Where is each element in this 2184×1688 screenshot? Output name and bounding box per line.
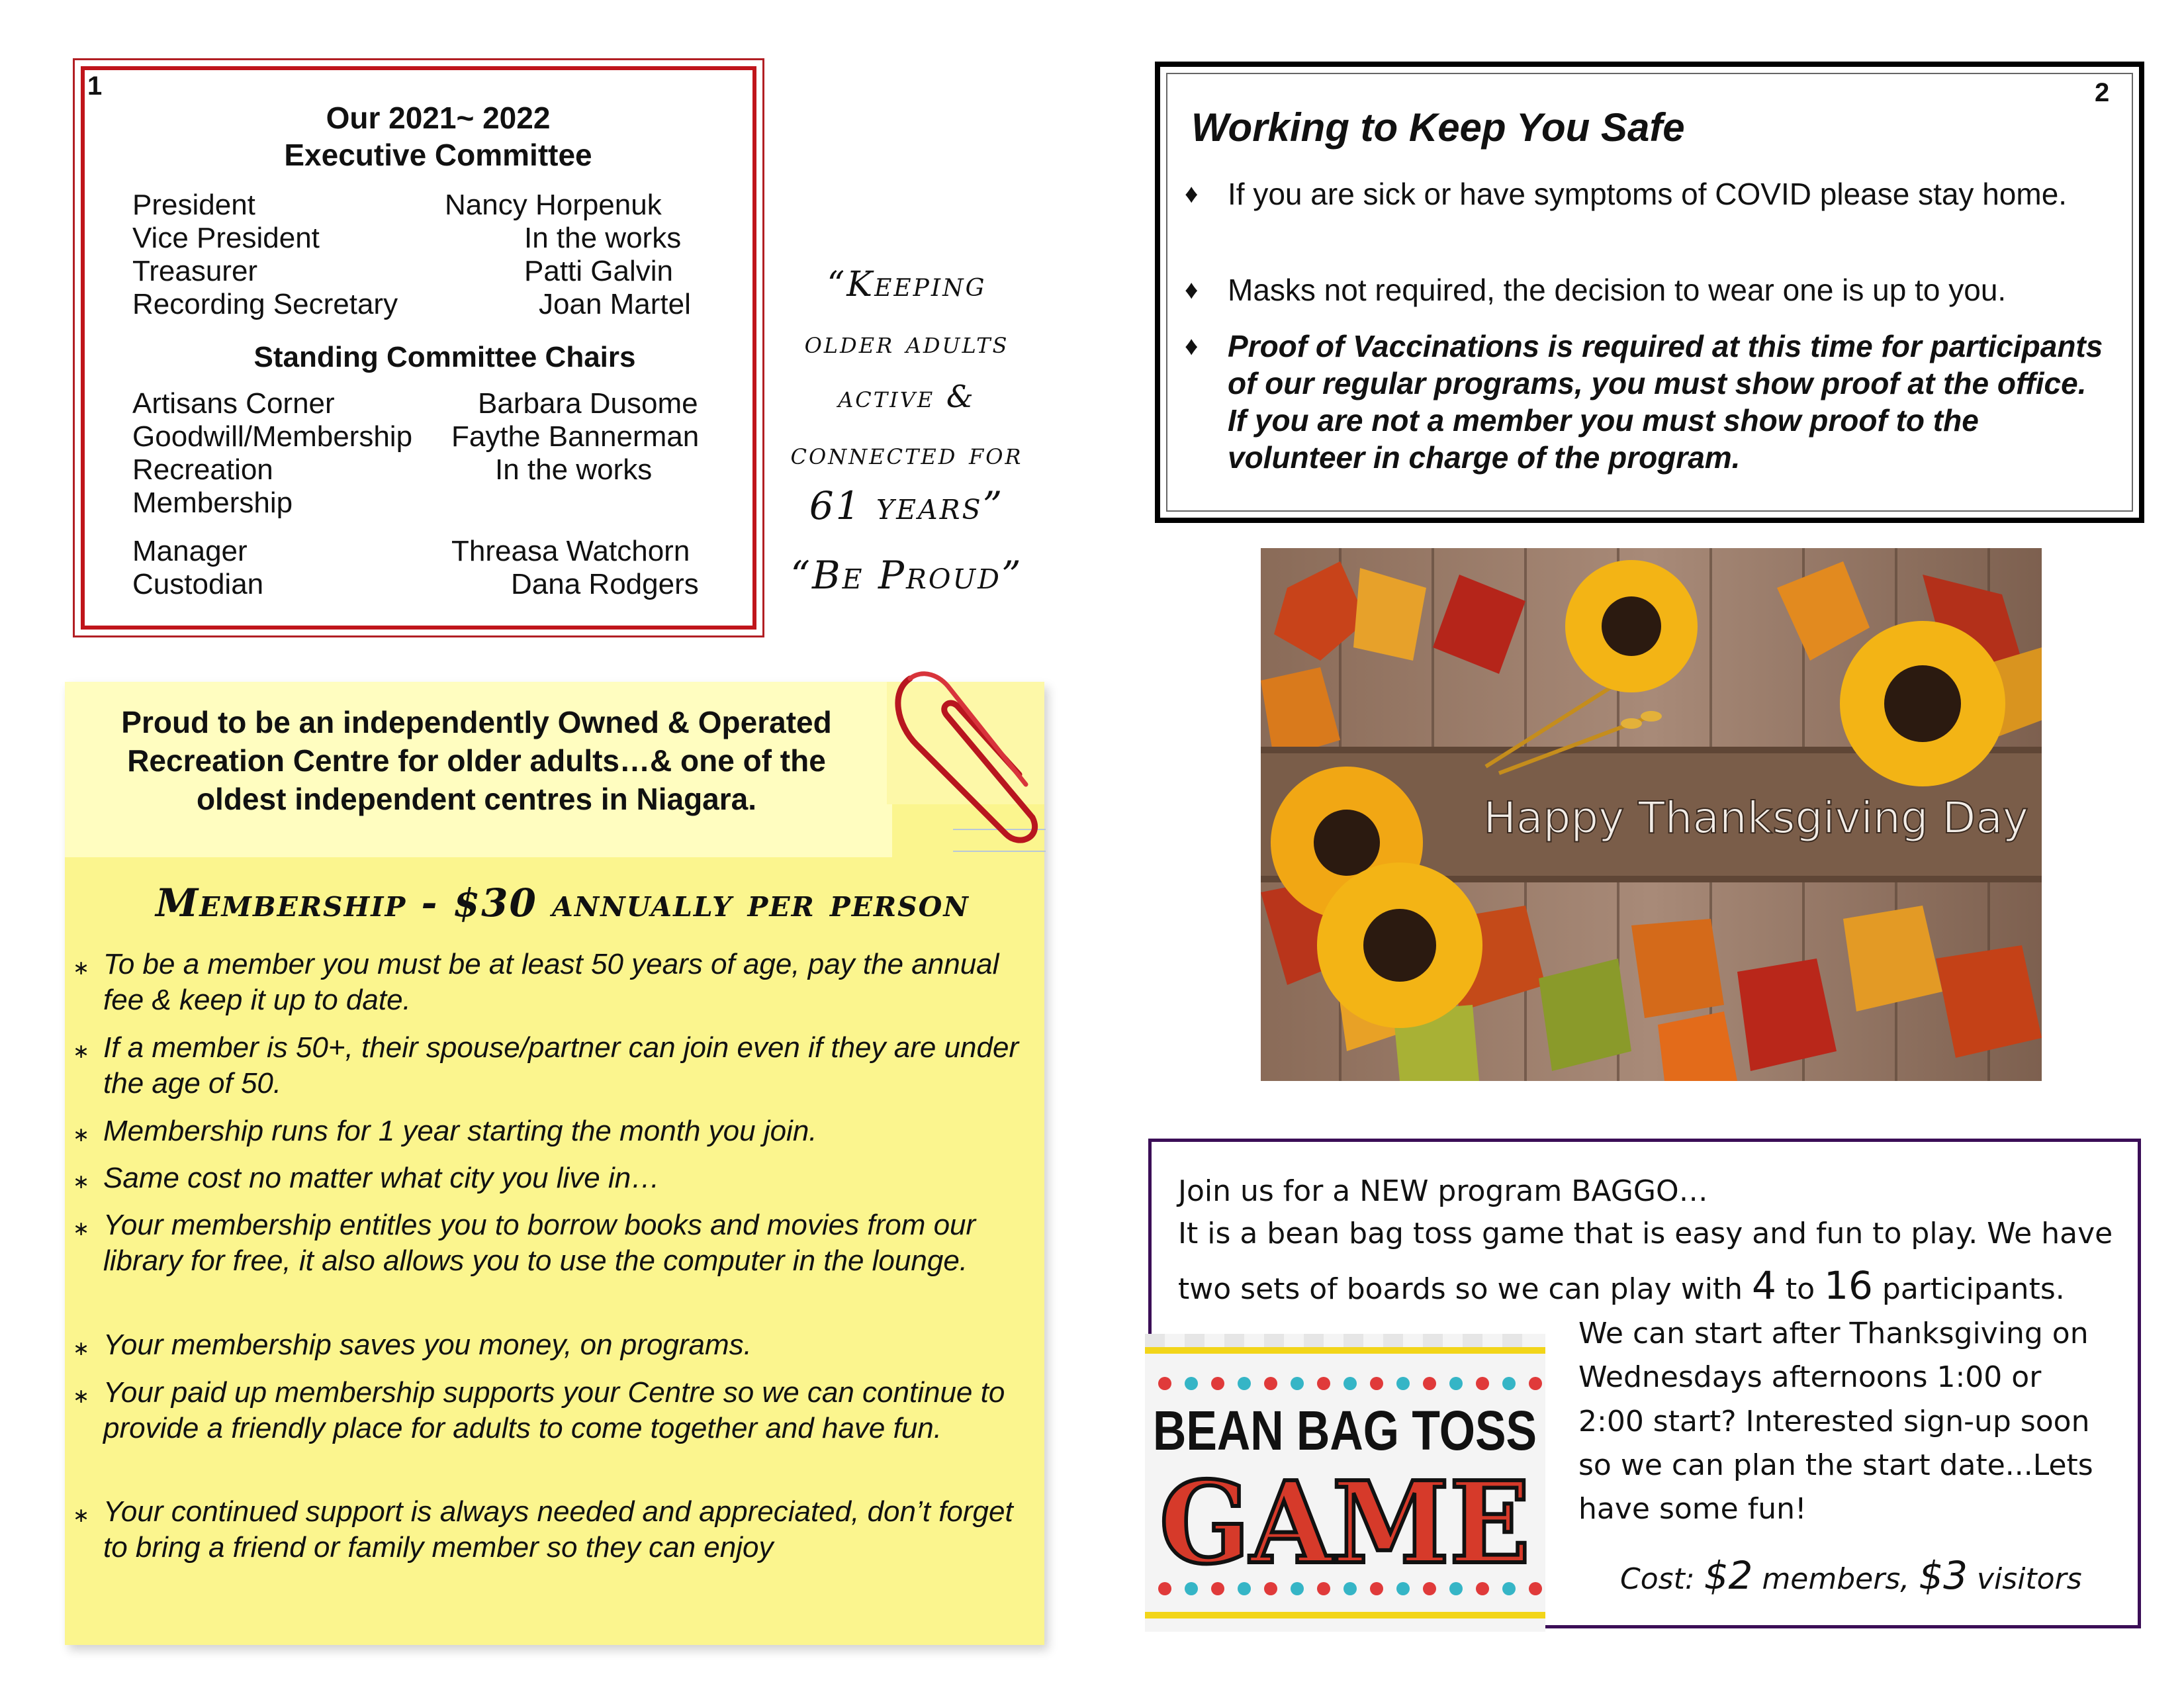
officer-name-president: Nancy Horpenuk [445,189,662,221]
bullet-star-icon: ∗ [73,1338,90,1360]
safety-bullet-text: Proof of Vaccinations is required at this time for participants of our regular programs, you must show proof at the office. If you are not a member you must show proof to the volunteer in charge of the program. [1228,329,2103,475]
bullet-star-icon: ∗ [73,1218,90,1240]
page-number-2: 2 [2095,78,2110,107]
chair-role-artisans: Artisans Corner [132,387,335,420]
bullet-text: Your paid up membership supports your Centre so we can continue to provide a friendly place for adults to come together and have fun. [103,1376,1005,1444]
membership-bullet [73,1494,1026,1603]
cost-label: Cost: [1620,1562,1704,1596]
bullet-text: Membership runs for 1 year starting the month you join. [103,1115,817,1147]
baggo-side-line: We can start after Thanksgiving on [1578,1317,2089,1350]
bullet-text: Your membership entitles you to borrow books and movies from our library for free, it also allows you to use the computer in the lounge. [103,1209,976,1277]
safety-bullet [1185,328,2111,480]
cost-visitors-price: $3 [1919,1553,1968,1598]
membership-bullet [73,1207,1026,1317]
officer-name-vice-president: In the works [524,222,682,254]
cost-visitors-label: visitors [1968,1562,2082,1596]
diamond-bullet-icon: ♦ [1185,332,1199,361]
bean-bag-toss-logo [1145,1334,1545,1632]
baggo-side-line: have some fun! [1578,1492,1807,1526]
officer-name-treasurer: Patti Galvin [524,255,673,287]
baggo-line-3-end: participants. [1872,1272,2065,1306]
bullet-text: Your membership saves you money, on programs. [103,1329,752,1361]
membership-bullet [73,947,1026,1019]
chair-role-goodwill: Goodwill/Membership [132,420,413,453]
safety-bullet-text: If you are sick or have symptoms of COVID please stay home. [1228,177,2068,211]
bullet-star-icon: ∗ [73,1385,90,1407]
bullet-star-icon: ∗ [73,1041,90,1062]
baggo-max-players: 16 [1824,1263,1873,1308]
baggo-side-line: so we can plan the start date...Lets [1578,1448,2093,1482]
baggo-line-1: Join us for a NEW program BAGGO… [1178,1174,1708,1208]
standing-committee-title: Standing Committee Chairs [253,341,636,373]
membership-bullet [73,1030,1026,1103]
bullet-star-icon: ∗ [73,1124,90,1146]
staff-name-manager: Threasa Watchorn [451,535,690,567]
exec-title-year: Our 2021~ 2022 [326,101,551,135]
note-header-line-1: Proud to be an independently Owned & Operated [121,705,832,739]
game-text: GAME [1160,1457,1530,1589]
quote-line-3: active & [838,379,976,414]
officer-role-vice-president: Vice President [132,222,320,254]
bullet-text: Your continued support is always needed and appreciated, don’t forget to bring a friend or family member so they can enjoy [103,1495,1013,1564]
quote-line-1: “Keeping [827,265,987,305]
thanksgiving-illustration [1261,548,2042,1081]
bullet-text: If a member is 50+, their spouse/partner can join even if they are under the age of 50. [103,1031,1019,1100]
safety-bullet [1185,175,2111,250]
membership-bullet [73,1113,1026,1150]
baggo-side-line: 2:00 start? Interested sign-up soon [1578,1405,2090,1438]
membership-bullet [73,1327,1026,1364]
quote-line-4: connected for [790,436,1023,471]
baggo-side-line: Wednesdays afternoons 1:00 or [1578,1360,2042,1394]
baggo-line-3-to: to [1776,1272,1825,1306]
bullet-star-icon: ∗ [73,1171,90,1193]
baggo-min-players: 4 [1752,1263,1776,1308]
quote-line-5: 61 years” [809,483,1005,528]
thanksgiving-banner-text: Happy Thanksgiving Day [1483,792,2028,843]
baggo-line-3 [1178,1264,2118,1311]
membership-bullet [73,1160,1026,1197]
membership-bullet [73,1375,1026,1484]
note-header-line-2: Recreation Centre for older adults…& one of the [127,743,826,778]
bullet-star-icon: ∗ [73,1505,90,1526]
page-number-1: 1 [87,71,103,101]
chair-role-membership: Membership [132,487,293,519]
bean-bag-toss-graphic [1145,1334,1545,1632]
quote-line-2: older adults [804,324,1009,360]
staff-name-custodian: Dana Rodgers [511,568,699,600]
officer-name-secretary: Joan Martel [539,288,691,320]
cost-members-label: members, [1752,1562,1919,1596]
bullet-text: To be a member you must be at least 50 years of age, pay the annual fee & keep it up to date. [103,948,999,1016]
diamond-bullet-icon: ♦ [1185,275,1199,305]
quote-line-6: “Be Proud” [790,553,1023,598]
safety-bullet [1185,271,2111,308]
bullet-star-icon: ∗ [73,957,90,979]
thanksgiving-image [1261,548,2042,1081]
bean-bag-toss-text: BEAN BAG TOSS [1153,1399,1537,1462]
membership-title: Membership - $30 annually per person [156,880,970,925]
baggo-line-2: It is a bean bag toss game that is easy and fun to play. We have [1178,1217,2113,1250]
safety-bullet-text: Masks not required, the decision to wear one is up to you. [1228,273,2007,307]
baggo-line-3-text: two sets of boards so we can play with [1178,1272,1752,1306]
chair-name-artisans: Barbara Dusome [478,387,698,420]
bullet-text: Same cost no matter what city you live in… [103,1162,660,1194]
officer-role-secretary: Recording Secretary [132,288,398,320]
officer-role-president: President [132,189,255,221]
safety-title: Working to Keep You Safe [1191,105,1685,150]
staff-role-custodian: Custodian [132,568,264,600]
baggo-cost [1620,1554,2123,1601]
staff-role-manager: Manager [132,535,248,567]
cost-members-price: $2 [1704,1553,1753,1598]
chair-role-recreation: Recreation [132,453,273,486]
note-header-line-3: oldest independent centres in Niagara. [196,782,757,816]
exec-title: Executive Committee [284,138,592,172]
chair-name-recreation: In the works [495,453,653,486]
chair-name-goodwill: Faythe Bannerman [451,420,700,453]
officer-role-treasurer: Treasurer [132,255,258,287]
diamond-bullet-icon: ♦ [1185,179,1199,209]
paperclip-icon [884,659,1046,857]
